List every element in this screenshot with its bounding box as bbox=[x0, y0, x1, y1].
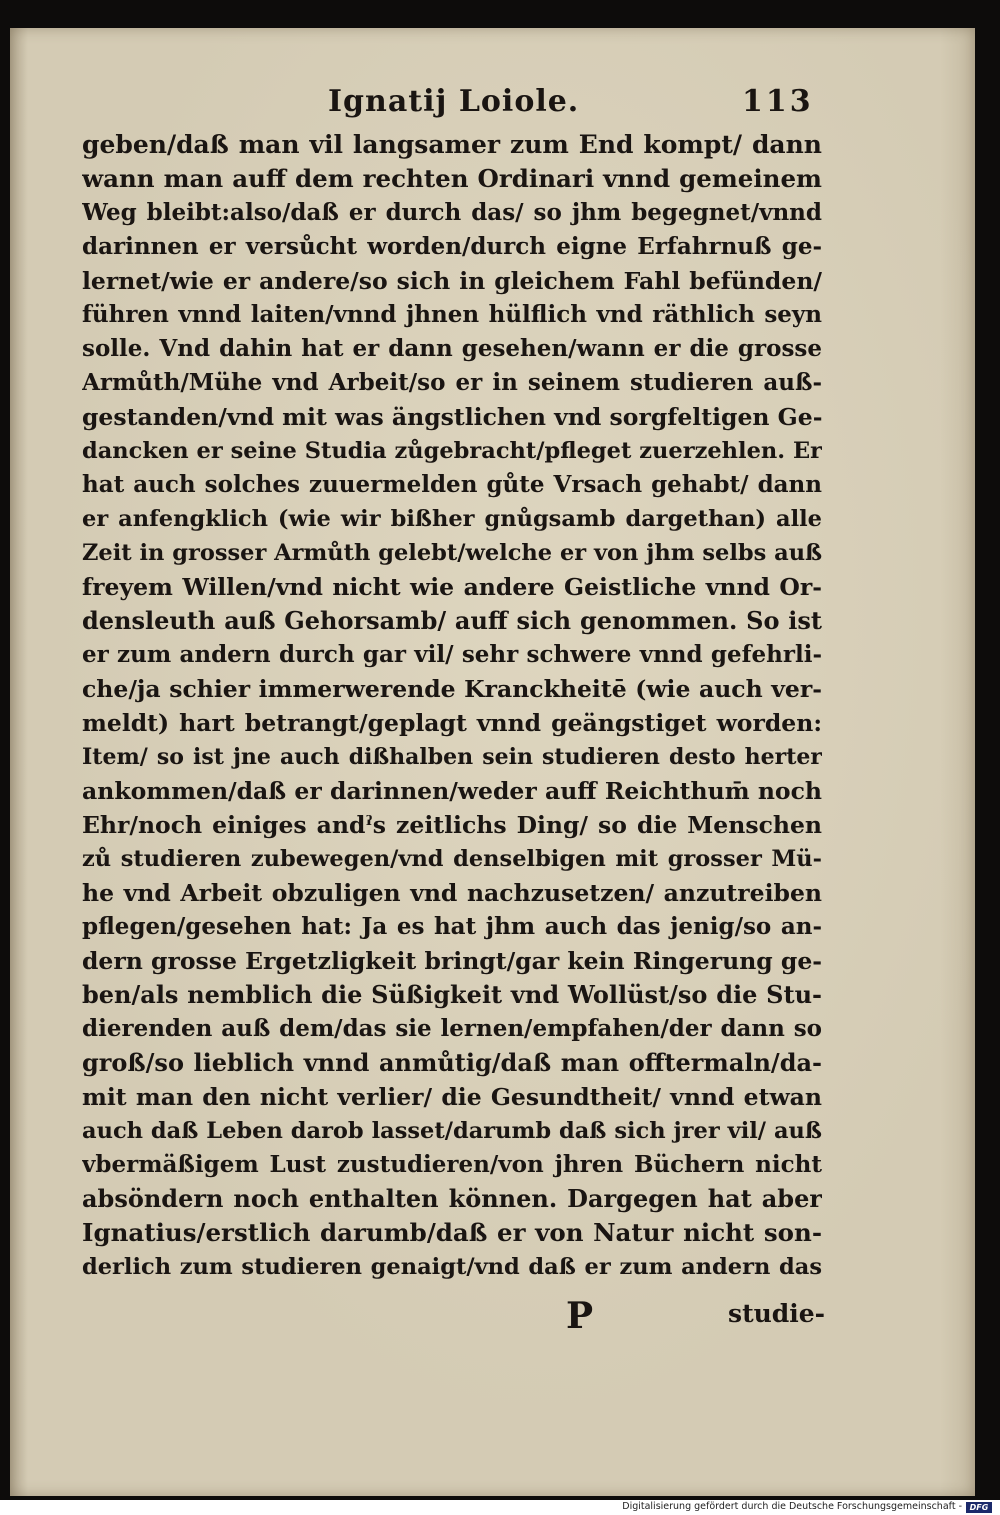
body-line: densleuth auß Gehorsamb/ auff sich genommen. So ist bbox=[82, 606, 822, 635]
footer-credit: Digitalisierung gefördert durch die Deutsche Forschungsgemeinschaft - bbox=[622, 1501, 962, 1512]
page-number: 113 bbox=[742, 84, 814, 119]
body-line: ankommen/daß er darinnen/weder auff Reichthum̄ noch bbox=[82, 777, 822, 805]
body-line: che/ja schier immerwerende Kranckheitē (wie auch ver- bbox=[82, 675, 822, 703]
body-text bbox=[82, 128, 822, 1284]
body-line: derlich zum studieren genaigt/vnd daß er zum andern das bbox=[82, 1254, 822, 1280]
dfg-logo: DFG bbox=[966, 1502, 992, 1513]
body-line: er anfengklich (wie wir bißher gnůgsamb dargethan) alle bbox=[82, 506, 822, 532]
body-line: führen vnnd laiten/vnnd jhnen hülflich vnd räthlich seyn bbox=[82, 301, 822, 328]
body-line: he vnd Arbeit obzuligen vnd nachzusetzen/ anzutreiben bbox=[82, 879, 822, 907]
body-line: solle. Vnd dahin hat er dann gesehen/wann er die grosse bbox=[82, 335, 822, 362]
body-line: lernet/wie er andere/so sich in gleichem Fahl befünden/ bbox=[82, 267, 822, 295]
body-line: Ignatius/erstlich darumb/daß er von Natur nicht son- bbox=[82, 1218, 822, 1247]
running-head-title: Ignatij Loiole. bbox=[328, 84, 580, 119]
body-line: mit man den nicht verlier/ die Gesundtheit/ vnnd etwan bbox=[82, 1083, 822, 1111]
body-line: wann man auff dem rechten Ordinari vnnd gemeinem bbox=[82, 164, 822, 193]
running-head bbox=[0, 82, 1000, 122]
body-line: auch daß Leben darob lasset/darumb daß sich jrer vil/ auß bbox=[82, 1118, 822, 1144]
signature-mark: P bbox=[566, 1295, 594, 1337]
body-line: Item/ so ist jne auch dißhalben sein studieren desto herter bbox=[82, 744, 822, 770]
body-line: Weg bleibt:also/daß er durch das/ so jhm begegnet/vnnd bbox=[82, 199, 822, 226]
body-line: dern grosse Ergetzligkeit bringt/gar kein Ringerung ge- bbox=[82, 947, 822, 975]
body-line: dancken er seine Studia zůgebracht/pfleget zuerzehlen. Er bbox=[82, 438, 822, 464]
body-line: meldt) hart betrangt/geplagt vnnd geängstiget worden: bbox=[82, 709, 822, 737]
body-line: er zum andern durch gar vil/ sehr schwere vnnd gefehrli- bbox=[82, 641, 822, 668]
catchword: studie- bbox=[728, 1299, 826, 1328]
body-line: vbermäßigem Lust zustudieren/von jhren Büchern nicht bbox=[82, 1151, 822, 1178]
body-line: Ehr/noch einiges andˀs zeitlichs Ding/ so die Menschen bbox=[82, 811, 822, 839]
body-line: Zeit in grosser Armůth gelebt/welche er von jhm selbs auß bbox=[82, 540, 822, 566]
body-line: zů studieren zubewegen/vnd denselbigen mit grosser Mü- bbox=[82, 846, 822, 872]
body-line: freyem Willen/vnd nicht wie andere Geistliche vnnd Or- bbox=[82, 573, 822, 601]
body-line: ben/als nemblich die Süßigkeit vnd Wollüst/so die Stu- bbox=[82, 980, 822, 1009]
body-line: absöndern noch enthalten können. Dargegen hat aber bbox=[82, 1184, 822, 1213]
body-line: hat auch solches zuuermelden gůte Vrsach gehabt/ dann bbox=[82, 471, 822, 498]
body-line: gestanden/vnd mit was ängstlichen vnd sorgfeltigen Ge- bbox=[82, 403, 822, 431]
body-line: dierenden auß dem/das sie lernen/empfahen/der dann so bbox=[82, 1015, 822, 1042]
body-line: geben/daß man vil langsamer zum End kompt/ dann bbox=[82, 130, 822, 159]
body-line: groß/so lieblich vnnd anmůtig/daß man offtermaln/da- bbox=[82, 1048, 822, 1077]
body-line: darinnen er versůcht worden/durch eigne Erfahrnuß ge- bbox=[82, 233, 822, 260]
body-line: pflegen/gesehen hat: Ja es hat jhm auch das jenig/so an- bbox=[82, 913, 822, 940]
body-line: Armůth/Mühe vnd Arbeit/so er in seinem studieren auß- bbox=[82, 369, 822, 396]
